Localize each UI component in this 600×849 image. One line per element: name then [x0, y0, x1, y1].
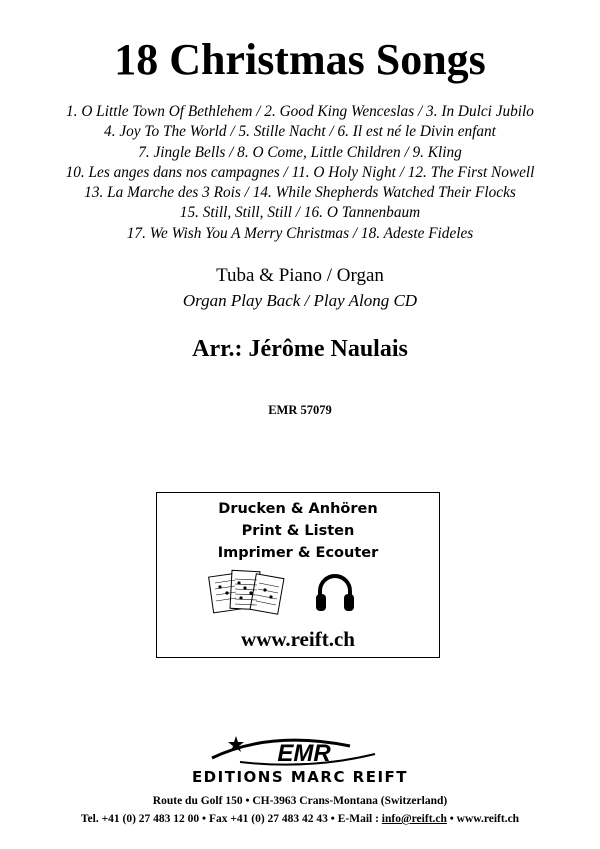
catalog-number: EMR 57079 [268, 403, 332, 417]
headphones-icon [313, 569, 357, 615]
song-line: 10. Les anges dans nos campagnes / 11. O Holy Night / 12. The First Nowell [65, 163, 535, 181]
playback-info: Organ Play Back / Play Along CD [182, 291, 418, 310]
contact-website: • www.reift.ch [446, 813, 520, 825]
song-line: 17. We Wish You A Merry Christmas / 18. Adeste Fideles [126, 224, 474, 242]
promo-line-en: Print & Listen [241, 523, 355, 539]
email-link[interactable]: info@reift.ch [381, 813, 447, 825]
emr-logo [200, 732, 400, 772]
song-line: 7. Jingle Bells / 8. O Come, Little Children / 9. Kling [138, 143, 462, 161]
song-line: 15. Still, Still, Still / 16. O Tannenbaum [179, 204, 421, 222]
page-title: 18 Christmas Songs [114, 35, 486, 84]
song-list [0, 102, 600, 244]
arranger: Arr.: Jérôme Naulais [192, 336, 408, 362]
contact-phone-fax: Tel. +41 (0) 27 483 12 00 • Fax +41 (0) 27 483 42 43 • E-Mail : [80, 813, 382, 825]
emr-logo-text: EMR [277, 740, 331, 767]
song-line: 13. La Marche des 3 Rois / 14. While Shepherds Watched Their Flocks [84, 184, 516, 202]
song-line: 1. O Little Town Of Bethlehem / 2. Good King Wenceslas / 3. In Dulci Jubilo [66, 103, 534, 120]
instrumentation: Tuba & Piano / Organ [216, 265, 384, 286]
promo-box [156, 492, 440, 658]
sheet-music-icon [207, 567, 287, 619]
promo-line-de: Drucken & Anhören [218, 501, 378, 517]
website-link[interactable]: www.reift.ch [241, 627, 355, 651]
publisher-name: EDITIONS MARC REIFT [191, 768, 409, 786]
publisher-address: Route du Golf 150 • CH-3963 Crans-Montana (Switzerland) [152, 795, 448, 807]
song-line: 4. Joy To The World / 5. Stille Nacht / 6. Il est né le Divin enfant [104, 123, 496, 141]
promo-line-fr: Imprimer & Ecouter [217, 545, 379, 561]
publisher-contact [0, 812, 600, 826]
